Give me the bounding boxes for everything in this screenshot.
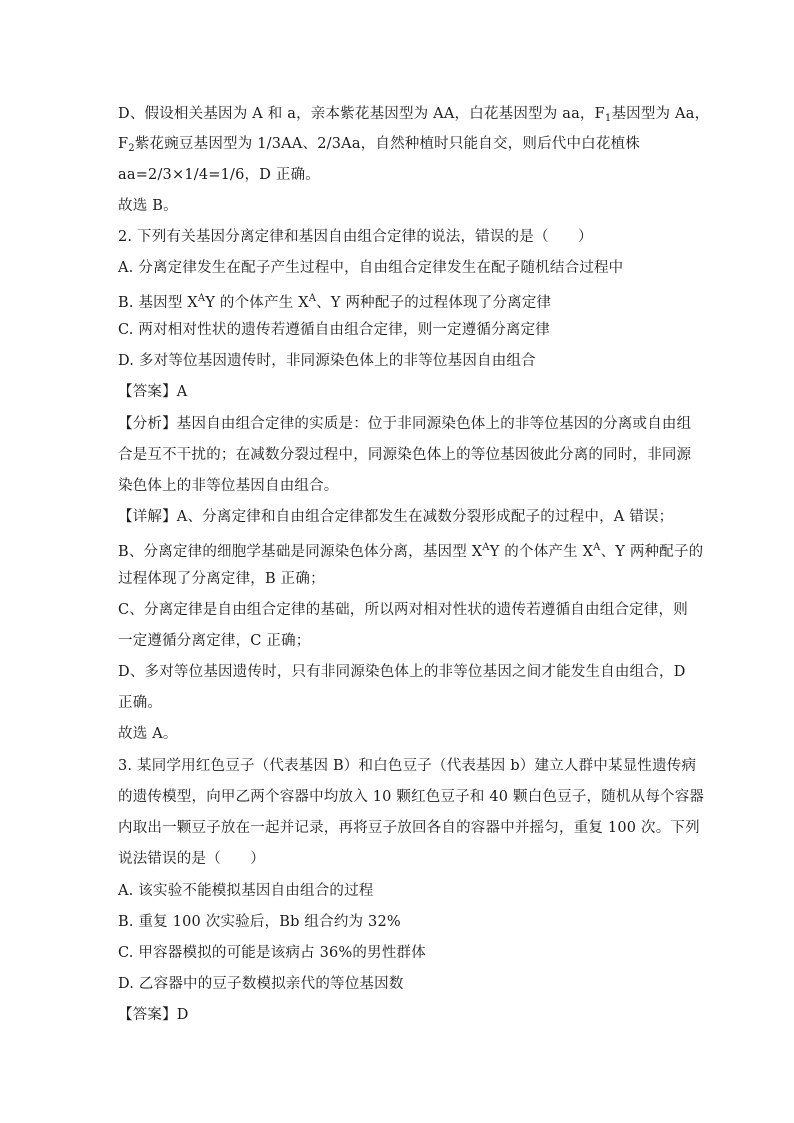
q3-option-b: B. 重复 100 次实验后，Bb 组合约为 32% [118, 914, 401, 930]
q2-stem: 2. 下列有关基因分离定律和基因自由组合定律的说法，错误的是（ ） [118, 229, 593, 245]
q2-detail-line-6: D、多对等位基因遗传时，只有非同源染色体上的非等位基因之间才能发生自由组合，D [118, 664, 686, 680]
superscript: A [197, 293, 206, 304]
q3-stem-line-2: 的遗传模型，向甲乙两个容器中均放入 10 颗红色豆子和 40 颗白色豆子，随机从每个容器 [118, 789, 705, 805]
text-segment: 紫花豌豆基因型为 1/3AA、2/3Aa，自然种植时只能自交，则后代中白花植株 [134, 136, 640, 152]
q2-analysis-line-2: 合是互不干扰的；在减数分裂过程中，同源染色体上的等位基因彼此分离的同时，非同源 [118, 447, 692, 463]
q2-option-d: D. 多对等位基因遗传时，非同源染色体上的非等位基因自由组合 [118, 353, 536, 369]
text-segment: B. 基因型 X [118, 295, 198, 311]
subscript: 1 [604, 113, 612, 124]
q1-conclusion: 故选 B。 [118, 198, 178, 214]
subscript: 2 [128, 143, 135, 154]
q2-option-a: A. 分离定律发生在配子产生过程中，自由组合定律发生在配子随机结合过程中 [118, 260, 624, 276]
superscript: A [308, 293, 317, 304]
text-segment: 基因型为 Aa， [611, 106, 710, 122]
q3-stem-line-4: 说法错误的是（ ） [118, 851, 265, 867]
q2-analysis-line-3: 染色体上的非等位基因自由组合。 [118, 478, 339, 494]
q2-detail-line-7: 正确。 [118, 695, 163, 711]
q2-detail-line-2 [118, 538, 703, 562]
text-segment: Y 的个体产生 X [205, 295, 309, 311]
q2-conclusion: 故选 A。 [118, 726, 178, 742]
q2-detail-line-5: 一定遵循分离定律，C 正确； [118, 633, 311, 649]
text-segment: D、假设相关基因为 A 和 a，亲本紫花基因型为 AA，白花基因型为 aa，F [118, 106, 605, 122]
text-segment: 、Y 两种配子的过程体现了分离定律 [316, 295, 552, 311]
q1-option-d-line-3: aa=2/3×1/4=1/6，D 正确。 [118, 167, 320, 183]
q1-option-d-line-1 [118, 104, 709, 129]
q2-detail-line-3: 过程体现了分离定律，B 正确； [118, 571, 325, 587]
text-segment: F [118, 136, 129, 152]
superscript: A [593, 542, 601, 553]
text-segment: 、Y 两种配子的 [600, 544, 704, 560]
q3-answer: 【答案】D [118, 1007, 189, 1023]
superscript: A [482, 542, 490, 553]
q2-detail-line-1: 【详解】A、分离定律和自由组合定律都发生在减数分裂形成配子的过程中，A 错误； [118, 509, 674, 525]
text-segment: Y 的个体产生 X [489, 544, 594, 560]
q2-answer: 【答案】A [118, 384, 188, 400]
q3-stem-line-3: 内取出一颗豆子放在一起并记录，再将豆子放回各自的容器中并摇匀，重复 100 次。下列 [118, 820, 700, 836]
q2-detail-line-4: C、分离定律是自由组合定律的基础，所以两对相对性状的遗传若遵循自由组合定律，则 [118, 602, 688, 618]
q3-option-a: A. 该实验不能模拟基因自由组合的过程 [118, 883, 374, 899]
q3-stem-line-1: 3. 某同学用红色豆子（代表基因 B）和白色豆子（代表基因 b）建立人群中某显性遗传病 [118, 758, 697, 774]
q1-option-d-line-2 [118, 134, 640, 159]
q3-option-c: C. 甲容器模拟的可能是该病占 36%的男性群体 [118, 945, 426, 961]
q2-analysis-line-1: 【分析】基因自由组合定律的实质是：位于非同源染色体上的非等位基因的分离或自由组 [118, 416, 692, 432]
q2-option-c: C. 两对相对性状的遗传若遵循自由组合定律，则一定遵循分离定律 [118, 322, 550, 338]
text-segment: B、分离定律的细胞学基础是同源染色体分离，基因型 X [118, 544, 483, 560]
q3-option-d: D. 乙容器中的豆子数模拟亲代的等位基因数 [118, 976, 404, 992]
q2-option-b [118, 289, 551, 313]
